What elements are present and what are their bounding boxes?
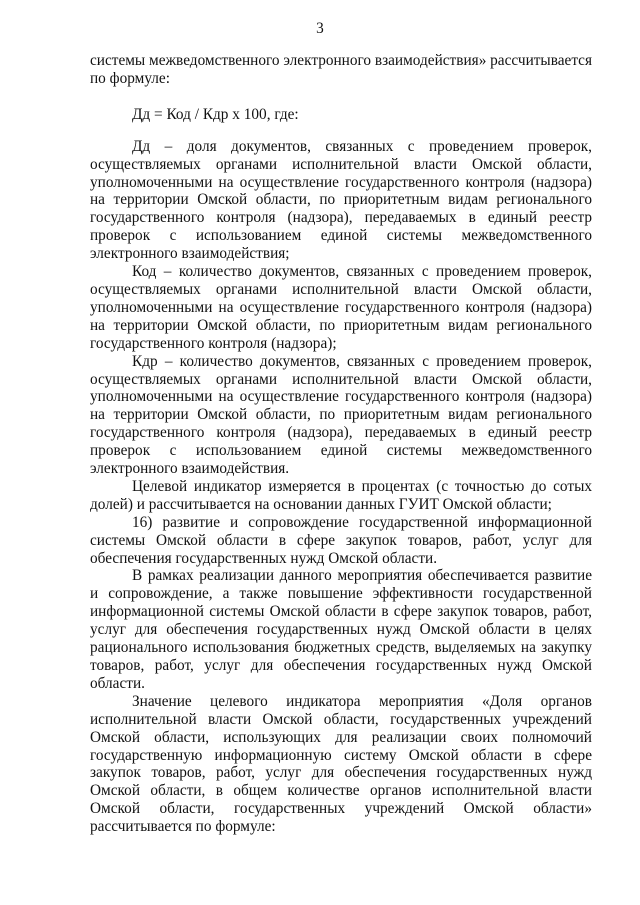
paragraph-kod-definition: Код – количество документов, связанных с проведением проверок, осуществляемых органами исполнительной власти Омской области, уполномоченными на осуществление государственного контроля (надзора) на территории Омской области, по приоритетным видам регионального государственного контроля (надзора); [90,263,592,352]
paragraph-kdr-definition: Кдр – количество документов, связанных с проведением проверок, осуществляемых органами исполнительной власти Омской области, уполномоченными на осуществление государственного контроля (надзора) на территории Омской области, по приоритетным видам регионального государственного контроля (надзора), передаваемых в единый реестр проверок с использованием единой системы межведомственного электронного взаимодействия. [90,352,592,478]
paragraph-activity-description: В рамках реализации данного мероприятия обеспечивается развитие и сопровождение, а также повышение эффективности государственной информационной системы Омской области в сфере закупок товаров, работ, услуг для обеспечения государственных нужд Омской области в целях рационального использования бюджетных средств, выделяемых на закупку товаров, работ, услуг для обеспечения государственных нужд Омской области. [90,567,592,692]
paragraph-indicator-measure: Целевой индикатор измеряется в процентах (с точностью до сотых долей) и рассчитывается на основании данных ГУИТ Омской области; [90,477,592,513]
formula: Дд = Код / Кдр х 100, где: [132,105,299,123]
paragraph-indicator-value: Значение целевого индикатора мероприятия «Доля органов исполнительной власти Омской области, государственных учреждений Омской области, использующих для реализации своих полномочий государственную информационную систему Омской области в сфере закупок товаров, работ, услуг для обеспечения государственных нужд Омской области, в общем количестве органов исполнительной власти Омской области, государственных учреждений Омской области» рассчитывается по формуле: [90,692,592,836]
document-body [90,52,592,836]
paragraph-dd-definition: Дд – доля документов, связанных с проведением проверок, осуществляемых органами исполнительной власти Омской области, уполномоченными на осуществление государственного контроля (надзора) на территории Омской области, по приоритетным видам регионального государственного контроля (надзора), передаваемых в единый реестр проверок с использованием единой системы межведомственного электронного взаимодействия; [90,137,592,263]
paragraph-item-16: 16) развитие и сопровождение государственной информационной системы Омской области в сфере закупок товаров, работ, услуг для обеспечения государственных нужд Омской области. [90,513,592,567]
paragraph-formula-intro: системы межведомственного электронного взаимодействия» рассчитывается по формуле: [90,52,593,87]
page-number: 3 [316,20,324,37]
